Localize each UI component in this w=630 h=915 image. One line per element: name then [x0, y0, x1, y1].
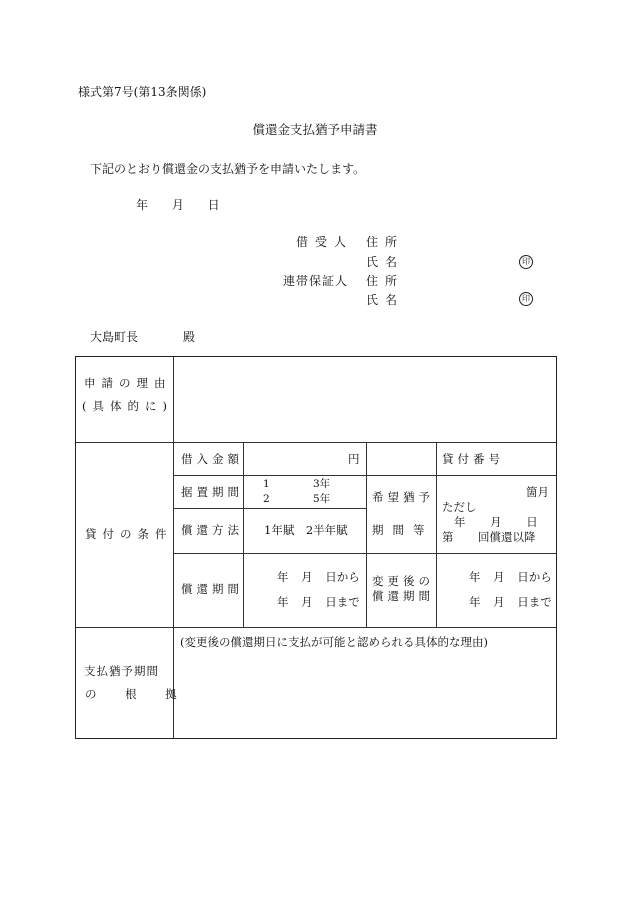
loan-amount-yen: 円 [348, 452, 360, 466]
repayment-period-from: 年 月 日から [277, 570, 360, 584]
reason-label: 申請の理由 [84, 376, 172, 390]
loan-number-label: 貸付番号 [442, 452, 504, 466]
guarantor-label: 連帯保証人 [283, 274, 349, 288]
basis-label: 支払猶予期間 [84, 664, 159, 678]
addressee-honorific: 殿 [183, 330, 196, 344]
borrower-seal-mark: 印 [519, 255, 533, 269]
grace-period-label: 据置期間 [181, 485, 243, 499]
row-divider-reason [76, 442, 556, 443]
grace-option-2-years: 5年 [313, 493, 331, 505]
guarantor-seal-mark: 印 [519, 292, 533, 306]
form-number: 様式第7号(第13条関係) [78, 85, 207, 99]
reason-label-note: (具体的に) [82, 399, 173, 413]
repayment-method-value: 1年賦 2半年賦 [264, 523, 348, 537]
row-divider-grace-period [173, 508, 366, 509]
basis-label-line2: の 根 拠 [85, 687, 177, 701]
proviso-from-prefix: 第 [442, 530, 454, 544]
borrower-name-label: 氏名 [366, 255, 405, 269]
col-divider-value [366, 442, 367, 627]
col-divider-sublabel [243, 442, 244, 627]
changed-period-to: 年 月 日まで [469, 595, 552, 609]
intro-statement: 下記のとおり償還金の支払猶予を申請いたします。 [90, 162, 366, 176]
guarantor-name-label: 氏名 [366, 293, 405, 307]
repayment-period-label: 償還期間 [181, 582, 243, 596]
loan-number-field[interactable] [438, 444, 554, 474]
proviso-from-suffix: 回償還以降 [478, 530, 536, 544]
proviso-date: 年 月 日 [454, 515, 538, 529]
requested-months-unit: 箇月 [526, 485, 549, 499]
repayment-method-label: 償還方法 [181, 523, 243, 537]
loan-amount-label: 借入金額 [181, 452, 243, 466]
requested-period-label-line2: 期間等 [372, 523, 434, 537]
changed-period-label-line1: 変更後の [372, 574, 434, 588]
application-date: 年 月 日 [136, 198, 220, 212]
reason-input-area[interactable] [174, 358, 554, 441]
changed-period-from: 年 月 日から [469, 570, 552, 584]
col-divider-right-label [436, 442, 437, 627]
application-form-table [75, 356, 557, 739]
row-divider-conditions [76, 627, 556, 628]
borrower-label: 借受人 [296, 235, 354, 249]
changed-period-label-line2: 償還期間 [372, 589, 434, 603]
basis-input-area[interactable] [174, 655, 554, 735]
basis-instruction: (変更後の償還期日に支払が可能と認められる具体的な理由) [180, 635, 488, 649]
grace-option-1: 1 [263, 478, 270, 490]
addressee-name: 大島町長 [90, 330, 139, 344]
row-divider-repayment-method [173, 553, 556, 554]
borrower-address-label: 住所 [366, 235, 405, 249]
guarantor-address-label: 住所 [366, 274, 405, 288]
conditions-label: 貸付の条件 [85, 527, 173, 541]
grace-option-2: 2 [263, 493, 270, 505]
repayment-period-to: 年 月 日まで [277, 595, 360, 609]
proviso-label: ただし [442, 500, 477, 514]
document-title: 償還金支払猶予申請書 [252, 122, 378, 137]
grace-option-1-years: 3年 [313, 478, 331, 490]
row-divider-loan-amount [173, 475, 556, 476]
requested-period-label-line1: 希望猶予 [372, 490, 434, 504]
